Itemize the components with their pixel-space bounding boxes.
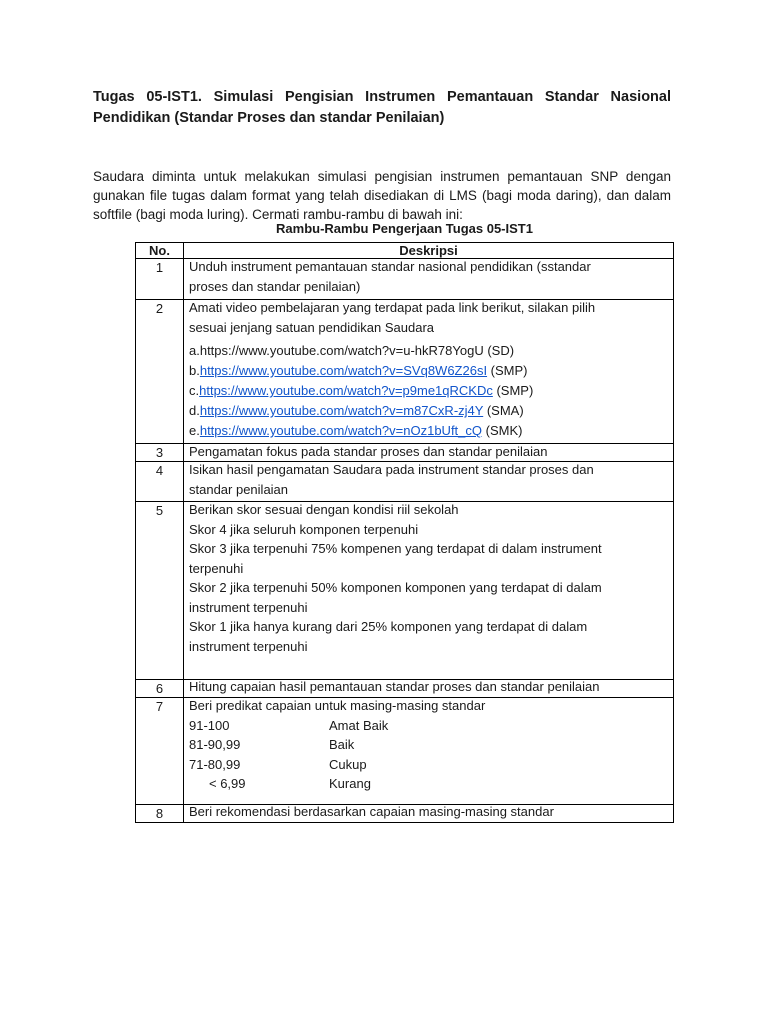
table-row — [136, 502, 674, 680]
video-link-item: e.https://www.youtube.com/watch?v=nOz1bUft_cQ (SMK) — [189, 423, 523, 438]
row-number: 2 — [136, 300, 184, 444]
grade-range: 71-80,99 — [189, 756, 241, 772]
video-link-sd[interactable]: https://www.youtube.com/watch?v=u-hkR78YogU — [199, 343, 484, 358]
document-title: Tugas 05-IST1. Simulasi Pengisian Instrumen Pemantauan Standar Nasional Pendidikan (Standar Proses dan standar Penilaian) — [93, 89, 671, 126]
row-number: 4 — [136, 462, 184, 502]
desc-line: Skor 2 jika terpenuhi 50% komponen komponen yang terdapat di dalam — [189, 580, 602, 595]
desc-line: proses dan standar penilaian) — [189, 278, 361, 294]
row-description — [184, 300, 674, 444]
video-link-smk[interactable]: https://www.youtube.com/watch?v=nOz1bUft_cQ — [199, 423, 483, 438]
desc-line: Beri rekomendasi berdasarkan capaian masing-masing standar — [189, 804, 554, 819]
table-row — [136, 698, 674, 805]
video-link-item: d.https://www.youtube.com/watch?v=m87CxR-zj4Y (SMA) — [189, 403, 524, 418]
desc-line: Hitung capaian hasil pemantauan standar proses dan standar penilaian — [189, 679, 600, 694]
row-description — [184, 805, 674, 823]
header-desc: Deskripsi — [184, 243, 674, 259]
row-number: 5 — [136, 502, 184, 680]
row-number: 6 — [136, 680, 184, 698]
row-description — [184, 502, 674, 680]
row-description — [184, 259, 674, 300]
video-link-smp-1[interactable]: https://www.youtube.com/watch?v=SVq8W6Z26sI — [199, 363, 488, 378]
desc-line: standar penilaian — [189, 481, 289, 497]
video-link-item: b.https://www.youtube.com/watch?v=SVq8W6Z26sI (SMP) — [189, 363, 528, 378]
table-row — [136, 805, 674, 823]
grade-range: < 6,99 — [209, 776, 246, 791]
desc-line: Pengamatan fokus pada standar proses dan standar penilaian — [189, 444, 548, 459]
intro-paragraph: Saudara diminta untuk melakukan simulasi pengisian instrumen pemantauan SNP dengan gunakan file tugas dalam format yang telah disediakan di LMS (bagi moda daring), dan dalam softfile (bagi moda luring). Cermati rambu-rambu di bawah ini: — [93, 169, 671, 222]
desc-line: Isikan hasil pengamatan Saudara pada instrument standar proses dan — [189, 462, 594, 477]
row-number: 7 — [136, 698, 184, 805]
grade-range: 81-90,99 — [189, 737, 241, 752]
row-number: 1 — [136, 259, 184, 300]
desc-line: Skor 3 jika terpenuhi 75% kompenen yang terdapat di dalam instrument — [189, 541, 602, 556]
row-number: 8 — [136, 805, 184, 823]
row-description — [184, 698, 674, 805]
grade-label: Kurang — [329, 776, 371, 791]
desc-line: terpenuhi — [189, 560, 244, 576]
table-row — [136, 259, 674, 300]
desc-line: instrument terpenuhi — [189, 599, 308, 615]
desc-line: Skor 1 jika hanya kurang dari 25% komponen yang terdapat di dalam — [189, 619, 588, 634]
desc-line: Unduh instrument pemantauan standar nasional pendidikan (sstandar — [189, 259, 591, 274]
video-link-item: c.https://www.youtube.com/watch?v=p9me1qRCKDc (SMP) — [189, 383, 534, 398]
row-description — [184, 462, 674, 502]
video-link-item: a.https://www.youtube.com/watch?v=u-hkR78YogU (SD) — [189, 343, 515, 358]
header-no: No. — [136, 243, 184, 259]
grade-range: 91-100 — [189, 717, 230, 733]
table-row — [136, 462, 674, 502]
guidelines-table — [135, 242, 674, 823]
grade-label: Baik — [329, 737, 355, 752]
document-page — [93, 87, 671, 224]
grade-label: Amat Baik — [329, 717, 389, 733]
table-row — [136, 300, 674, 444]
table-title: Rambu-Rambu Pengerjaan Tugas 05-IST1 — [276, 221, 533, 236]
video-link-sma[interactable]: https://www.youtube.com/watch?v=m87CxR-zj4Y — [199, 403, 484, 418]
desc-line: Berikan skor sesuai dengan kondisi riil sekolah — [189, 502, 459, 517]
grade-label: Cukup — [329, 756, 367, 772]
grade-item — [189, 773, 668, 796]
desc-line: sesuai jenjang satuan pendidikan Saudara — [189, 319, 435, 335]
desc-line: instrument terpenuhi — [189, 638, 308, 654]
desc-line: Skor 4 jika seluruh komponen terpenuhi — [189, 521, 419, 537]
desc-line: Beri predikat capaian untuk masing-masing standar — [189, 698, 486, 713]
row-number: 3 — [136, 444, 184, 462]
video-link-smp-2[interactable]: https://www.youtube.com/watch?v=p9me1qRCKDc — [199, 383, 493, 398]
desc-line: Amati video pembelajaran yang terdapat pada link berikut, silakan pilih — [189, 300, 596, 315]
